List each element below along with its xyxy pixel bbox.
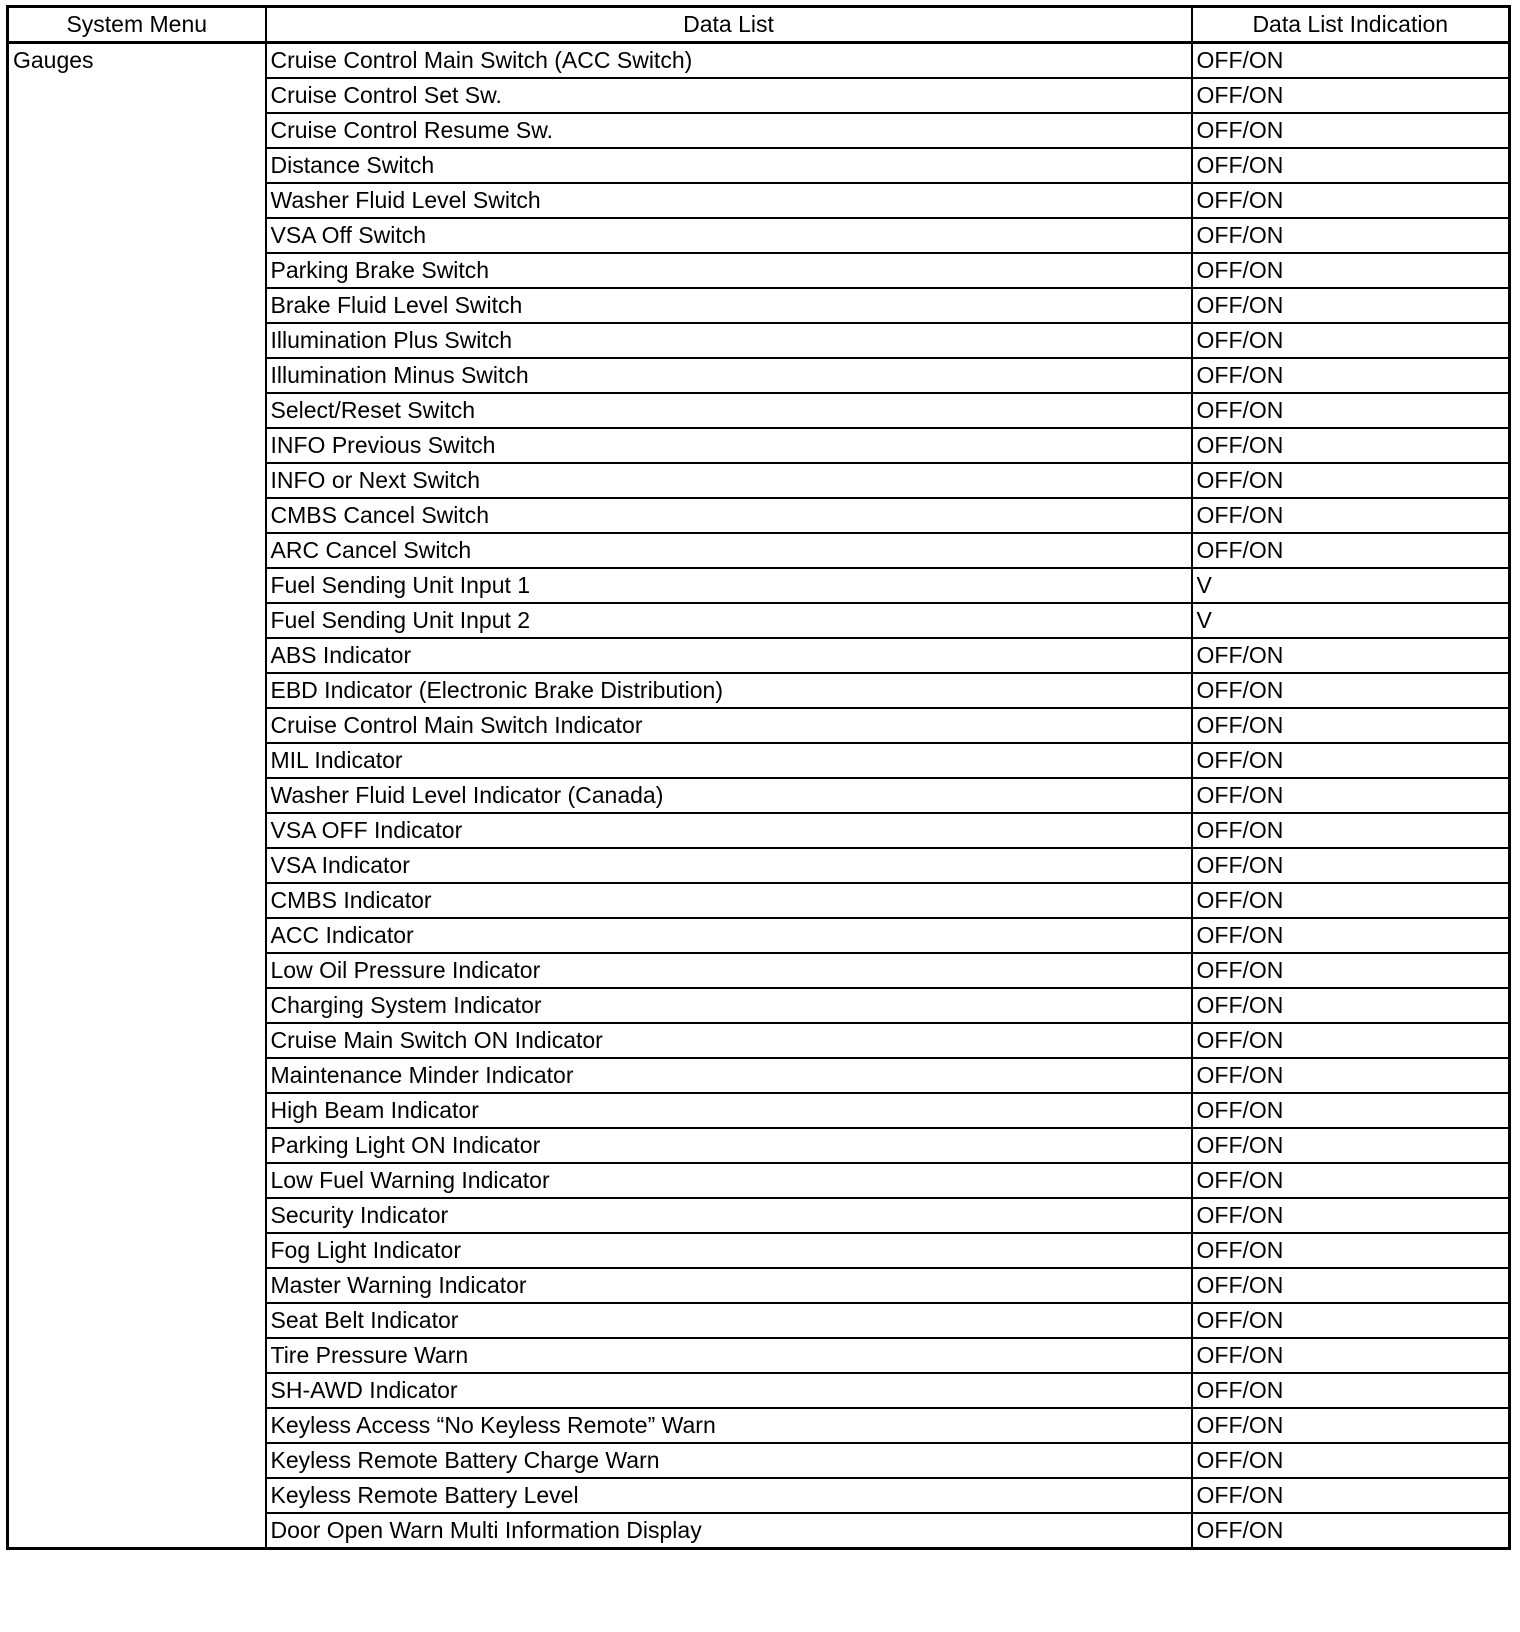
data-list-item: Security Indicator — [266, 1198, 1192, 1233]
data-list-item: Maintenance Minder Indicator — [266, 1058, 1192, 1093]
data-list-item: VSA Indicator — [266, 848, 1192, 883]
data-list-item: Cruise Control Resume Sw. — [266, 113, 1192, 148]
data-list-indication: OFF/ON — [1192, 1163, 1510, 1198]
data-list-indication: V — [1192, 568, 1510, 603]
data-list-indication: OFF/ON — [1192, 1513, 1510, 1549]
data-list-item: Washer Fluid Level Switch — [266, 183, 1192, 218]
data-list-indication: OFF/ON — [1192, 1233, 1510, 1268]
data-list-indication: V — [1192, 603, 1510, 638]
data-list-indication: OFF/ON — [1192, 988, 1510, 1023]
data-list-indication: OFF/ON — [1192, 918, 1510, 953]
data-list-indication: OFF/ON — [1192, 778, 1510, 813]
data-list-item: CMBS Cancel Switch — [266, 498, 1192, 533]
data-list-item: INFO Previous Switch — [266, 428, 1192, 463]
data-list-indication: OFF/ON — [1192, 113, 1510, 148]
data-list-indication: OFF/ON — [1192, 498, 1510, 533]
data-list-indication: OFF/ON — [1192, 883, 1510, 918]
data-list-indication: OFF/ON — [1192, 533, 1510, 568]
data-list-item: EBD Indicator (Electronic Brake Distribution) — [266, 673, 1192, 708]
data-list-item: CMBS Indicator — [266, 883, 1192, 918]
data-list-item: Illumination Plus Switch — [266, 323, 1192, 358]
system-menu-cell: Gauges — [8, 43, 266, 1549]
data-list-item: MIL Indicator — [266, 743, 1192, 778]
data-list-indication: OFF/ON — [1192, 708, 1510, 743]
data-list-item: Low Fuel Warning Indicator — [266, 1163, 1192, 1198]
data-list-item: Cruise Main Switch ON Indicator — [266, 1023, 1192, 1058]
data-list-indication: OFF/ON — [1192, 1338, 1510, 1373]
header-row — [8, 7, 1510, 43]
data-list-item: Washer Fluid Level Indicator (Canada) — [266, 778, 1192, 813]
data-list-item: Select/Reset Switch — [266, 393, 1192, 428]
data-list-item: Fog Light Indicator — [266, 1233, 1192, 1268]
data-list-indication: OFF/ON — [1192, 1268, 1510, 1303]
data-list-item: Keyless Remote Battery Charge Warn — [266, 1443, 1192, 1478]
table-row — [8, 43, 1510, 79]
data-list-indication: OFF/ON — [1192, 43, 1510, 79]
data-list-indication: OFF/ON — [1192, 358, 1510, 393]
data-list-item: ARC Cancel Switch — [266, 533, 1192, 568]
data-list-indication: OFF/ON — [1192, 323, 1510, 358]
data-list-item: ACC Indicator — [266, 918, 1192, 953]
data-list-item: Charging System Indicator — [266, 988, 1192, 1023]
data-list-item: Parking Light ON Indicator — [266, 1128, 1192, 1163]
table-body — [8, 43, 1510, 1549]
data-list-item: Door Open Warn Multi Information Display — [266, 1513, 1192, 1549]
data-list-indication: OFF/ON — [1192, 638, 1510, 673]
data-list-indication: OFF/ON — [1192, 463, 1510, 498]
table-header — [8, 7, 1510, 43]
data-list-item: ABS Indicator — [266, 638, 1192, 673]
data-list-indication: OFF/ON — [1192, 1198, 1510, 1233]
data-list-item: Parking Brake Switch — [266, 253, 1192, 288]
data-list-item: VSA OFF Indicator — [266, 813, 1192, 848]
data-list-indication: OFF/ON — [1192, 1023, 1510, 1058]
data-list-item: Tire Pressure Warn — [266, 1338, 1192, 1373]
data-list-indication: OFF/ON — [1192, 218, 1510, 253]
data-list-item: Cruise Control Set Sw. — [266, 78, 1192, 113]
data-list-indication: OFF/ON — [1192, 743, 1510, 778]
data-list-item: Cruise Control Main Switch Indicator — [266, 708, 1192, 743]
data-list-item: INFO or Next Switch — [266, 463, 1192, 498]
data-list-indication: OFF/ON — [1192, 1408, 1510, 1443]
data-list-indication: OFF/ON — [1192, 428, 1510, 463]
data-list-indication: OFF/ON — [1192, 288, 1510, 323]
data-list-item: Illumination Minus Switch — [266, 358, 1192, 393]
data-list-item: High Beam Indicator — [266, 1093, 1192, 1128]
data-list-indication: OFF/ON — [1192, 1373, 1510, 1408]
data-list-indication: OFF/ON — [1192, 673, 1510, 708]
data-list-indication: OFF/ON — [1192, 1478, 1510, 1513]
data-list-table — [6, 5, 1511, 1550]
data-list-indication: OFF/ON — [1192, 1058, 1510, 1093]
data-list-indication: OFF/ON — [1192, 78, 1510, 113]
data-list-indication: OFF/ON — [1192, 1303, 1510, 1338]
data-list-indication: OFF/ON — [1192, 1128, 1510, 1163]
data-list-item: SH-AWD Indicator — [266, 1373, 1192, 1408]
data-list-item: Seat Belt Indicator — [266, 1303, 1192, 1338]
data-list-item: Fuel Sending Unit Input 1 — [266, 568, 1192, 603]
data-list-item: Low Oil Pressure Indicator — [266, 953, 1192, 988]
data-list-item: Keyless Access “No Keyless Remote” Warn — [266, 1408, 1192, 1443]
data-list-indication: OFF/ON — [1192, 393, 1510, 428]
data-list-indication: OFF/ON — [1192, 148, 1510, 183]
data-list-indication: OFF/ON — [1192, 813, 1510, 848]
data-list-indication: OFF/ON — [1192, 1443, 1510, 1478]
data-list-item: Distance Switch — [266, 148, 1192, 183]
data-list-indication: OFF/ON — [1192, 253, 1510, 288]
data-list-item: Cruise Control Main Switch (ACC Switch) — [266, 43, 1192, 79]
data-list-item: Keyless Remote Battery Level — [266, 1478, 1192, 1513]
data-list-indication: OFF/ON — [1192, 183, 1510, 218]
data-list-item: Brake Fluid Level Switch — [266, 288, 1192, 323]
data-list-indication: OFF/ON — [1192, 953, 1510, 988]
header-system-menu: System Menu — [8, 7, 266, 43]
data-list-item: Fuel Sending Unit Input 2 — [266, 603, 1192, 638]
data-list-item: Master Warning Indicator — [266, 1268, 1192, 1303]
data-list-indication: OFF/ON — [1192, 1093, 1510, 1128]
data-list-item: VSA Off Switch — [266, 218, 1192, 253]
header-data-list-indication: Data List Indication — [1192, 7, 1510, 43]
data-list-indication: OFF/ON — [1192, 848, 1510, 883]
header-data-list: Data List — [266, 7, 1192, 43]
